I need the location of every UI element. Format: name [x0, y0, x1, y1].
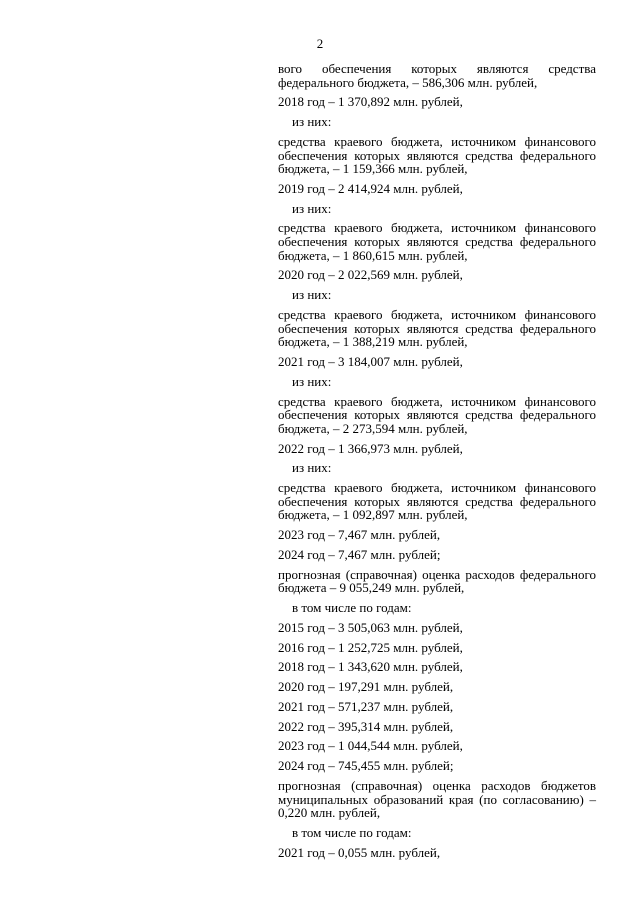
paragraph-federal-2018: 2018 год – 1 343,620 млн. рублей, — [278, 659, 463, 675]
document-body — [278, 62, 596, 866]
paragraph-regional-funds-2021: средства краевого бюджета, источником финансового обеспечения которых являются средства федерального бюджета, – 2 273,594 млн. рублей, — [278, 393, 596, 436]
paragraph-year-2024: 2024 год – 7,467 млн. рублей; — [278, 546, 441, 562]
paragraph-year-2021: 2021 год – 3 184,007 млн. рублей, — [278, 353, 463, 369]
paragraph-year-2018: 2018 год – 1 370,892 млн. рублей, — [278, 94, 463, 110]
paragraph-year-2019: 2019 год – 2 414,924 млн. рублей, — [278, 180, 463, 196]
paragraph-regional-funds-2020: средства краевого бюджета, источником финансового обеспечения которых являются средства федерального бюджета, – 1 388,219 млн. рублей, — [278, 307, 596, 350]
paragraph-funding-continuation: вого обеспечения которых являются средства федерального бюджета, – 586,306 млн. рублей, — [278, 61, 596, 90]
paragraph-federal-2024: 2024 год – 745,455 млн. рублей; — [278, 758, 454, 774]
paragraph-year-2020: 2020 год – 2 022,569 млн. рублей, — [278, 267, 463, 283]
paragraph-of-which: из них: — [292, 287, 332, 303]
paragraph-of-which: из них: — [292, 373, 332, 389]
paragraph-by-years: в том числе по годам: — [292, 824, 412, 840]
paragraph-of-which: из них: — [292, 114, 332, 130]
page-number: 2 — [316, 36, 324, 51]
paragraph-by-years: в том числе по годам: — [292, 599, 412, 615]
paragraph-of-which: из них: — [292, 200, 332, 216]
paragraph-federal-budget-estimate: прогнозная (справочная) оценка расходов федерального бюджета – 9 055,249 млн. рублей, — [278, 566, 596, 596]
paragraph-regional-funds-2019: средства краевого бюджета, источником финансового обеспечения которых являются средства федерального бюджета, – 1 860,615 млн. рублей, — [278, 220, 596, 263]
paragraph-year-2023: 2023 год – 7,467 млн. рублей, — [278, 527, 441, 543]
paragraph-year-2022: 2022 год – 1 366,973 млн. рублей, — [278, 440, 463, 456]
paragraph-federal-2020: 2020 год – 197,291 млн. рублей, — [278, 679, 454, 695]
paragraph-federal-2022: 2022 год – 395,314 млн. рублей, — [278, 718, 454, 734]
paragraph-regional-funds-2018: средства краевого бюджета, источником финансового обеспечения которых являются средства федерального бюджета, – 1 159,366 млн. рублей, — [278, 133, 596, 177]
paragraph-municipal-2021: 2021 год – 0,055 млн. рублей, — [278, 844, 441, 860]
paragraph-federal-2023: 2023 год – 1 044,544 млн. рублей, — [278, 738, 463, 754]
paragraph-federal-2021: 2021 год – 571,237 млн. рублей, — [278, 698, 454, 714]
paragraph-federal-2015: 2015 год – 3 505,063 млн. рублей, — [278, 619, 463, 635]
paragraph-municipal-budget-estimate: прогнозная (справочная) оценка расходов бюджетов муниципальных образований края (по согласованию) – 0,220 млн. рублей, — [278, 778, 596, 821]
paragraph-federal-2016: 2016 год – 1 252,725 млн. рублей, — [278, 639, 463, 655]
paragraph-of-which: из них: — [292, 460, 332, 476]
paragraph-regional-funds-2022: средства краевого бюджета, источником финансового обеспечения которых являются средства федерального бюджета, – 1 092,897 млн. рублей, — [278, 480, 596, 523]
